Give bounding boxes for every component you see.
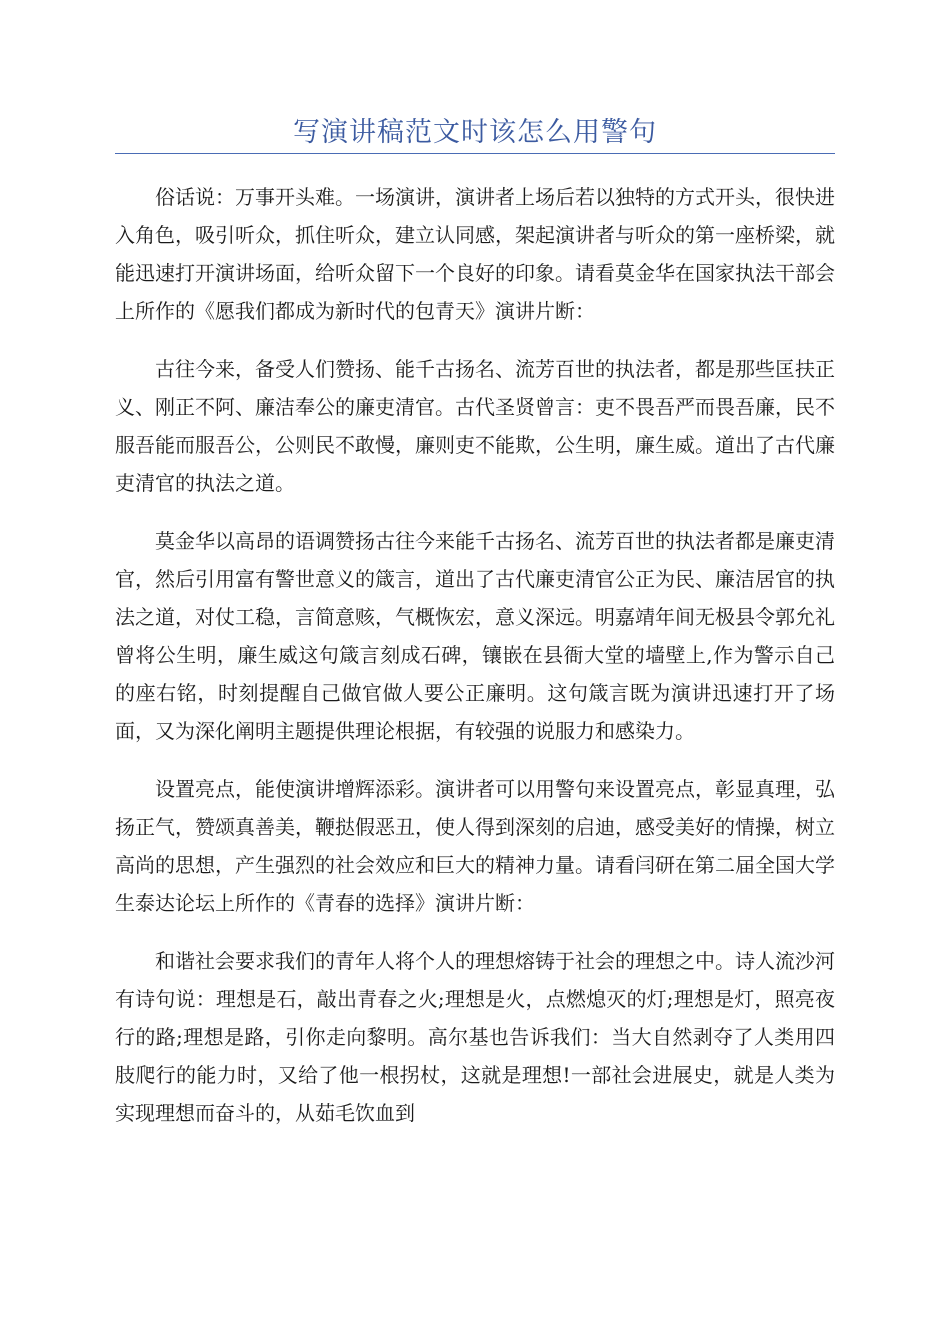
paragraph-analysis: 莫金华以高昂的语调赞扬古往今来能千古扬名、流芳百世的执法者都是廉吏清官，然后引用富有警世意义的箴言，道出了古代廉吏清官公正为民、廉洁居官的执法之道，对仗工稳，言简意赅，气概恢宏，意义深远。明嘉靖年间无极县令郭允礼曾将公生明，廉生威这句箴言刻成石碑，镶嵌在县衙大堂的墙壁上,作为警示自己的座右铭，时刻提醒自己做官做人要公正廉明。这句箴言既为演讲迅速打开了场面，又为深化阐明主题提供理论根据，有较强的说服力和感染力。 xyxy=(115,529,835,743)
paragraph-intro: 俗话说：万事开头难。一场演讲，演讲者上场后若以独特的方式开头，很快进入角色，吸引听众，抓住听众，建立认同感，架起演讲者与听众的第一座桥梁，就能迅速打开演讲场面，给听众留下一个良好的印象。请看莫金华在国家执法干部会上所作的《愿我们都成为新时代的包青天》演讲片断： xyxy=(115,185,835,323)
paragraph-quote-ancient: 古往今来，备受人们赞扬、能千古扬名、流芳百世的执法者，都是那些匡扶正义、刚正不阿、廉洁奉公的廉吏清官。古代圣贤曾言：吏不畏吾严而畏吾廉，民不服吾能而服吾公，公则民不敢慢，廉则吏不能欺，公生明，廉生威。道出了古代廉吏清官的执法之道。 xyxy=(115,357,835,495)
title-underline xyxy=(115,153,835,154)
paragraph-ideals: 和谐社会要求我们的青年人将个人的理想熔铸于社会的理想之中。诗人流沙河有诗句说：理想是石，敲出青春之火;理想是火，点燃熄灭的灯;理想是灯，照亮夜行的路;理想是路，引你走向黎明。高尔基也告诉我们：当大自然剥夺了人类用四肢爬行的能力时，又给了他一根拐杖，这就是理想!一部社会进展史，就是人类为实现理想而奋斗的，从茹毛饮血到 xyxy=(115,949,835,1125)
document-title: 写演讲稿范文时该怎么用警句 xyxy=(293,117,657,148)
paragraph-highlights: 设置亮点，能使演讲增辉添彩。演讲者可以用警句来设置亮点，彰显真理，弘扬正气，赞颂真善美，鞭挞假恶丑，使人得到深刻的启迪，感受美好的情操，树立高尚的思想，产生强烈的社会效应和巨大的精神力量。请看闫研在第二届全国大学生泰达论坛上所作的《青春的选择》演讲片断： xyxy=(115,777,835,915)
document-body xyxy=(115,178,835,1152)
